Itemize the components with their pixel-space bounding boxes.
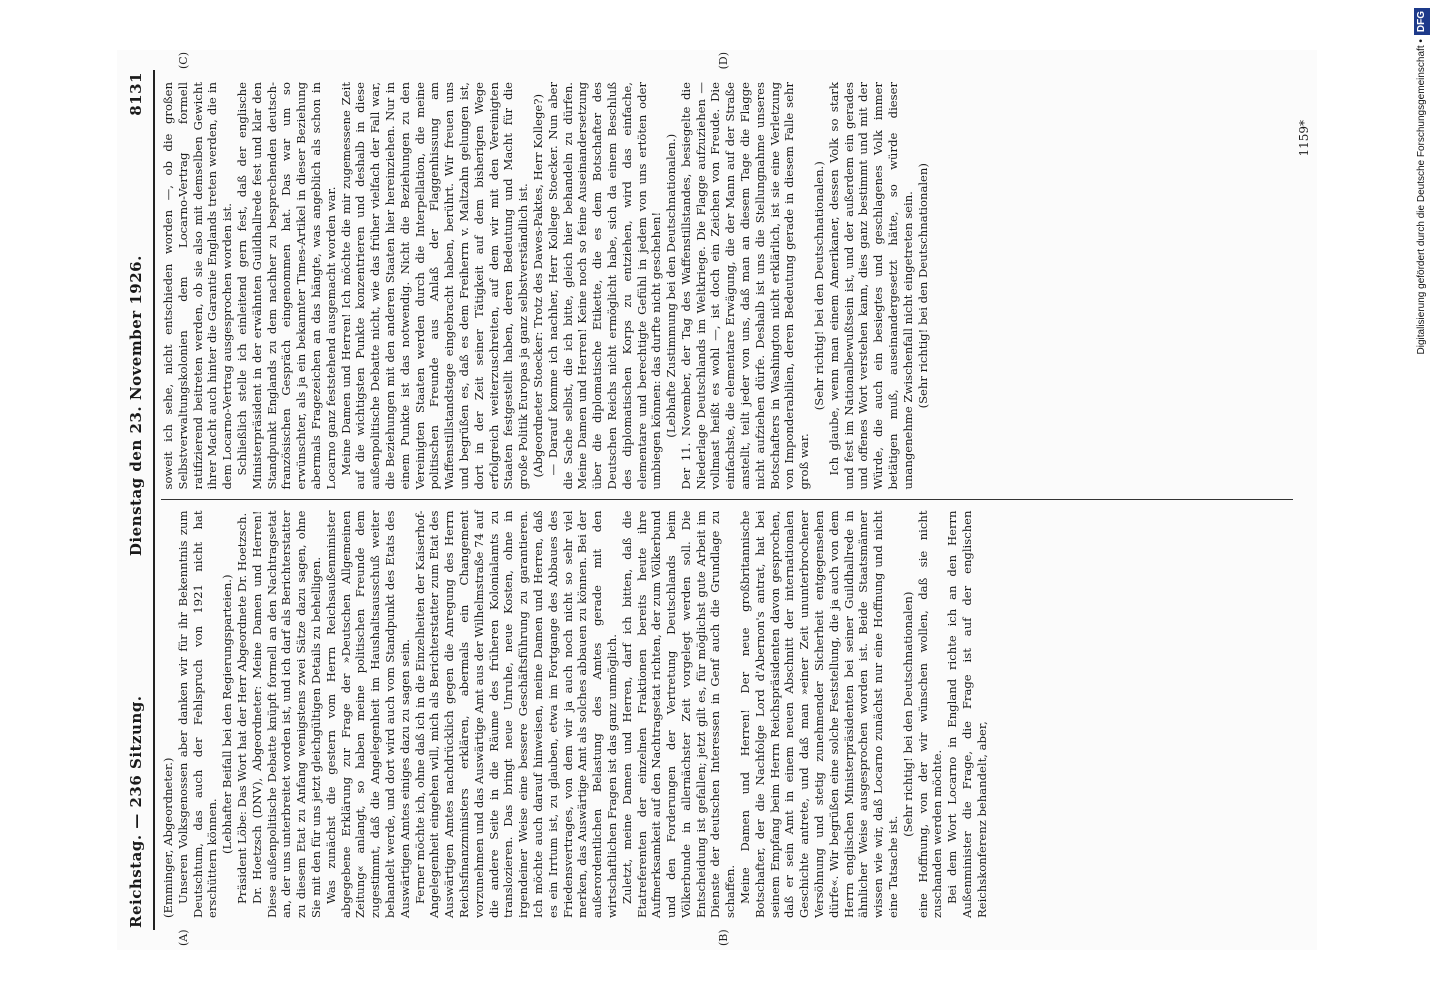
header-date: Dienstag den 23. November 1926. <box>127 255 145 557</box>
column-divider <box>161 500 1293 501</box>
page-header <box>123 72 149 928</box>
paragraph: Dr. Hoetzsch (DNV), Abgeordneter: Meine Damen und Herren! Diese außenpolitische Debatte knüpft formell an den Nachtragsetat an, der uns unterbreitet worden ist, und ich darf als Berichterstatter zu diesem Etat zu Anfang wenigstens zwei Sätze dazu sagen, ohne Sie mit den für uns jetzt gleichgültigen Details zu behelligen. <box>249 510 323 918</box>
paragraph: (Lebhafte Zustimmung bei den Deutschnationalen.) <box>664 133 679 438</box>
paragraph: Bei dem Wort Locarno in England richte ich an den Herrn Außenminister die Frage, die Frage ist auf der englischen Reichskonferenz behandelt, aber, <box>945 510 989 918</box>
margin-marker-c: (C) <box>177 52 190 69</box>
paragraph: Schließlich stelle ich einleitend gern fest, daß der englische Ministerpräsident in der erwähnten Guildhallrede fest und klar den Standpunkt Englands zu dem nachher zu besprechenden deutsch-französischen Gespräch eingenommen hat. Das war um so erwünschter, als ja ein bekannter Times-Artikel in dieser Beziehung abermals Fragezeichen an das hängte, was angeblich als schon in Locarno ganz feststehend ausgemacht worden war. <box>234 82 338 490</box>
margin-marker-a: (A) <box>177 929 190 946</box>
page-footer <box>1297 50 1311 950</box>
dfg-logo: DFG <box>1414 8 1430 35</box>
paragraph: (Sehr richtig! bei den Deutschnationalen) <box>900 591 915 837</box>
paragraph: eine Hoffnung, von der wir wünschen wollen, daß sie nicht zuschanden werden möchte. <box>915 510 945 918</box>
paragraph: Präsident Löbe: Das Wort hat der Herr Abgeordnete Dr. Hoetzsch. <box>234 512 249 904</box>
paragraph: — Darauf komme ich nachher, Herr Kollege Stoecker. Nun aber die Sache selbst, die ich bitte, gleich hier behandeln zu dürfen. Meine Damen und Herren! Keine noch so feine Auseinandersetzung über die diplomatische Etikette, die es dem Botschafter des Deutschen Reichs nicht ermöglicht habe, sich da einem Beschluß des diplomatischen Korps zu entziehen, wird das einfache, elementare und berechtigte Gefühl in jedem von uns ertöten oder umbiegen können: das durfte nicht geschehen! <box>545 82 664 490</box>
paragraph: Unseren Volksgenossen aber danken wir für ihr Bekenntnis zum Deutschtum, das auch der Fehlspruch von 1921 nicht hat erschüttern können. <box>175 510 220 918</box>
margin-marker-b: (B) <box>717 929 730 946</box>
paragraph: Ferner möchte ich, ohne daß ich in die Einzelheiten der Kaiserhof-Angelegenheit eingehen will, mich als Berichterstatter zum Etat des Auswärtigen Amtes nachdrücklich gegen die Anregung des Herrn Reichsfinanzministers erklären, abermals ein Changement vorzunehmen und das Auswärtige Amt aus der Wilhelmstraße 74 auf die andere Seite in die Räume des früheren Kolonialamts zu translozieren. Das bringt neue Unruhe, neue Kosten, ohne in irgendeiner Weise eine bessere Geschäftsführung zu garantieren. Ich möchte auch darauf hinweisen, meine Damen und Herren, daß es ein Irrtum ist, zu glauben, etwa im Fortgange des Abbaues des Friedensvertrages, von dem wir ja auch noch nicht so sehr viel merken, das Auswärtige Amt als solches abbauen zu können. Bei der außerordentlichen Belastung des Amtes gerade mit den wirtschaftlichen Fragen ist das ganz unmöglich. <box>412 510 619 918</box>
digitization-credit <box>1412 8 1432 992</box>
paragraph: soweit ich sehe, nicht entschieden worden —, ob die großen Selbstverwaltungskolonien dem Locarno-Vertrag formell ratifizierend beitreten werden, ob sie also mit demselben Gewicht ihrer Macht auch hinter die Garantie Englands treten werden, die in dem Locarno-Vertrag ausgesprochen worden ist. <box>161 82 235 490</box>
paragraph: Zuletzt, meine Damen und Herren, darf ich bitten, daß die Etatreferenten der einzelnen Fraktionen bereits heute ihre Aufmerksamkeit auf den Nachtragsetat richten, der zum Völkerbund und den Forderungen der Vertretung Deutschlands beim Völkerbunde in allernächster Zeit vorgelegt werden soll. Die Entscheidung ist gefallen; jetzt gilt es, für möglichst gute Arbeit im Dienste der deutschen Interessen in Genf auch die Grundlage zu schaffen. <box>619 510 738 918</box>
right-column <box>161 72 1293 500</box>
paragraph: Ich glaube, wenn man einem Amerikaner, dessen Volk so stark und fest im Nationalbewußtsein ist, und der außerdem ein gerades und offenes Wort verstehen kann, dies ganz bestimmt und mit der Würde, die auch ein besiegtes und geschlagenes Volk immer betätigen muß, auseinandergesetzt hätte, so würde dieser unangenehme Zwischenfall nicht eingetreten sein. <box>826 82 915 490</box>
paragraph: (Abgeordneter Stoecker: Trotz des Dawes-Paktes, Herr Kollege?) <box>530 94 545 478</box>
text-columns <box>161 72 1293 928</box>
paragraph: (Lebhafter Beifall bei den Regierungsparteien.) <box>220 574 235 854</box>
paragraph: (Sehr richtig! bei den Deutschnationalen) <box>915 163 930 409</box>
credit-text: Digitalisierung gefördert durch die Deutsche Forschungsgemeinschaft • <box>1416 39 1427 355</box>
header-session: Reichstag. — 236 Sitzung. <box>127 695 145 928</box>
paragraph: Meine Damen und Herren! Ich möchte die mir zugemessene Zeit auf die wichtigsten Punkte konzentrieren und deshalb in diese außenpolitische Debatte nicht, wie das früher vielfach der Fall war, die Beziehungen mit den anderen Staaten hier hereinziehen. Nur in einem Punkte ist das notwendig. Nicht die Beziehungen zu den Vereinigten Staaten werden durch die Interpellation, die meine politischen Freunde aus Anlaß der Flaggenhissung am Waffenstillstandstage eingebracht haben, berührt. Wir freuen uns und begrüßen es, daß es dem Freiherrn v. Maltzahn gelungen ist, dort in der Zeit seiner Tätigkeit auf dem bisherigen Wege erfolgreich weiterzuschreiten, auf dem wir mit den Vereinigten Staaten festgestellt haben, deren Bedeutung und Macht für die große Politik Europas ja ganz selbstverständlich ist. <box>338 82 531 490</box>
paragraph: (Emminger, Abgeordneter.) <box>161 757 175 918</box>
footer-signature: 1159* <box>1297 120 1311 157</box>
paragraph: Meine Damen und Herren! Der neue großbritannische Botschafter, der die Nachfolge Lord d'Abernon's antrat, hat bei seinem Empfang beim Herrn Reichspräsidenten davon gesprochen, daß er sein Amt in einem neuen Abschnitt der internationalen Geschichte antrete, und daß man »einer Zeit ununterbrochener Versöhnung und stetig zunehmender Sicherheit entgegensehen dürfe«. Wir begrüßen eine solche Feststellung, die ja auch von dem Herrn englischen Ministerpräsidenten bei seiner Guildhallrede in ähnlicher Weise ausgesprochen worden ist. Beide Staatsmänner wissen wie wir, daß Locarno zunächst nur eine Hoffnung und nicht eine Tatsache ist. <box>738 510 901 918</box>
header-rule <box>153 70 155 930</box>
margin-marker-d: (D) <box>717 52 730 70</box>
printed-page <box>117 50 1317 950</box>
paragraph: Der 11. November, der Tag des Waffenstillstandes, besiegelte die Niederlage Deutschlands im Weltkriege. Die Flagge aufzuziehen — vollmast heißt es wohl —, ist doch ein Zeichen von Freude. Die einfachste, die elementare Erwägung, die der Mann auf der Straße anstellt, teilt jeder von uns, daß man an diesem Tage die Flagge nicht aufziehen dürfe. Deshalb ist uns die Stellungnahme unseres Botschafters in Washington nicht erklärlich, ist sie eine Verletzung von Imponderabilien, deren Bedeutung gerade in diesem Falle sehr groß war. <box>678 82 812 490</box>
paragraph: (Sehr richtig! bei den Deutschnationalen.) <box>812 161 827 411</box>
header-page-number: 8131 <box>127 72 145 116</box>
left-column <box>161 501 1293 929</box>
paragraph: Was zunächst die gestern vom Herrn Reichsaußenminister abgegebene Erklärung zur Frage der »Deutschen Allgemeinen Zeitung« anlangt, so haben meine politischen Freunde dem zugestimmt, daß die Angelegenheit im Haushaltsausschuß weiter behandelt werde, und dort wird auch vom Standpunkt des Etats des Auswärtigen Amtes einiges dazu zu sagen sein. <box>323 510 412 918</box>
